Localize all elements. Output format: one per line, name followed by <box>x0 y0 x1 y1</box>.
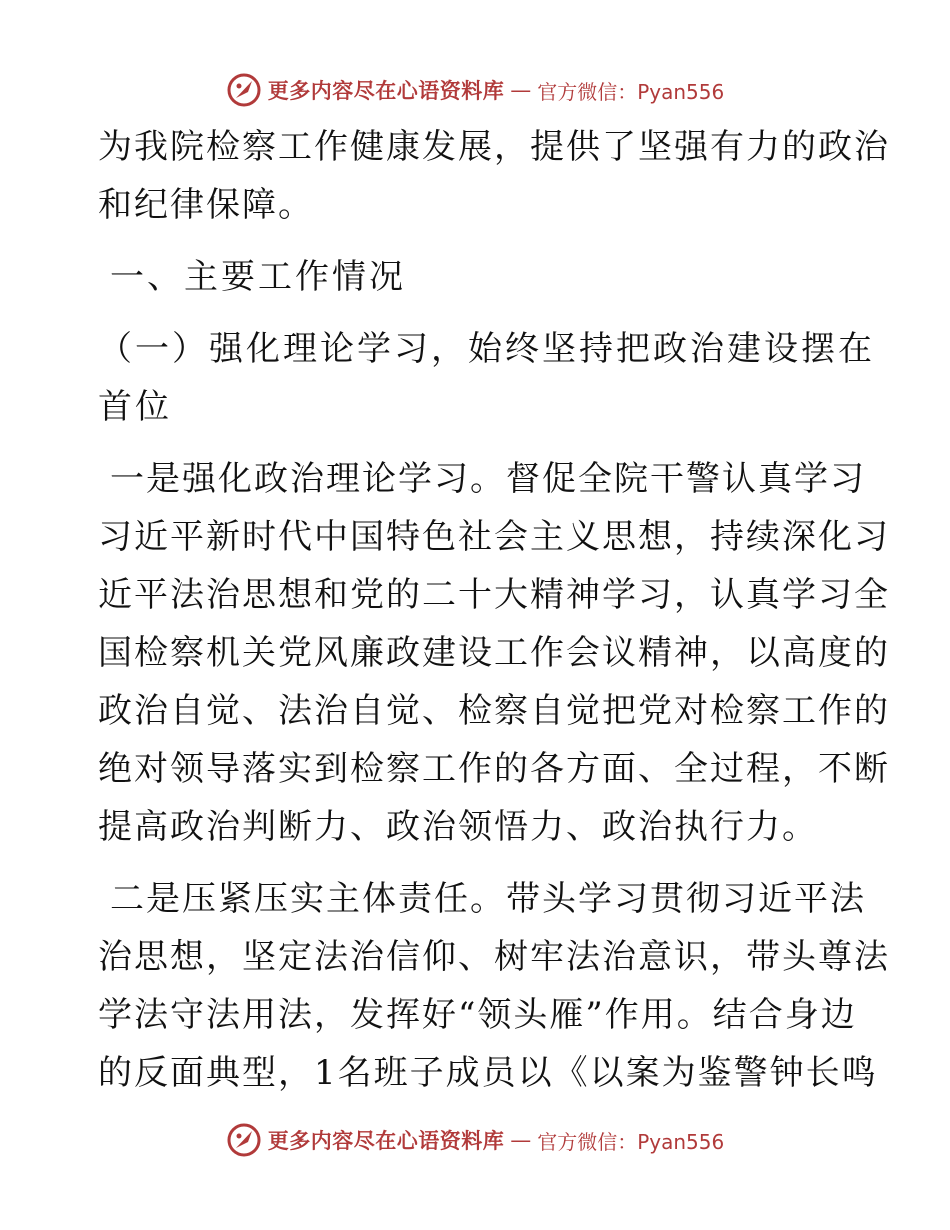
watermark-wechat: 官方微信：Pyan556 <box>537 1129 725 1154</box>
watermark-brand: 更多内容尽在心语资料库 <box>267 1128 505 1153</box>
paragraph-line: 和纪律保障。 <box>98 185 314 225</box>
subsection-heading: （一）强化理论学习，始终坚持把政治建设摆在 <box>98 329 875 369</box>
paragraph-line: 的反面典型，1名班子成员以《以案为鉴警钟长鸣 <box>98 1053 878 1093</box>
paragraph-line: 二是压紧压实主体责任。带头学习贯彻习近平法 <box>110 879 866 919</box>
paragraph-line: 一是强化政治理论学习。督促全院干警认真学习 <box>110 459 866 499</box>
paragraph-line: 习近平新时代中国特色社会主义思想，持续深化习 <box>98 517 890 557</box>
subsection-heading: 首位 <box>98 387 172 427</box>
paragraph-line: 绝对领导落实到检察工作的各方面、全过程，不断 <box>98 749 890 789</box>
watermark-brand: 更多内容尽在心语资料库 <box>267 78 505 103</box>
watermark-dash: — <box>510 1128 532 1152</box>
quill-logo-icon <box>226 72 262 108</box>
paragraph-line: 提高政治判断力、政治领悟力、政治执行力。 <box>98 807 818 847</box>
quill-logo-icon <box>226 1122 262 1158</box>
document-body <box>98 118 890 1102</box>
paragraph-line: 学法守法用法，发挥好“领头雁”作用。结合身边 <box>98 995 857 1035</box>
paragraph-line: 国检察机关党风廉政建设工作会议精神，以高度的 <box>98 633 890 673</box>
section-heading: 一、主要工作情况 <box>110 257 406 297</box>
watermark-wechat: 官方微信：Pyan556 <box>537 79 725 104</box>
paragraph-line: 近平法治思想和党的二十大精神学习，认真学习全 <box>98 575 890 615</box>
paragraph-line: 治思想，坚定法治信仰、树牢法治意识，带头尊法 <box>98 937 890 977</box>
paragraph-line: 为我院检察工作健康发展，提供了坚强有力的政治 <box>98 127 890 167</box>
footer-watermark <box>0 1120 950 1160</box>
paragraph-line: 政治自觉、法治自觉、检察自觉把党对检察工作的 <box>98 691 890 731</box>
header-watermark <box>0 70 950 110</box>
watermark-dash: — <box>510 78 532 102</box>
